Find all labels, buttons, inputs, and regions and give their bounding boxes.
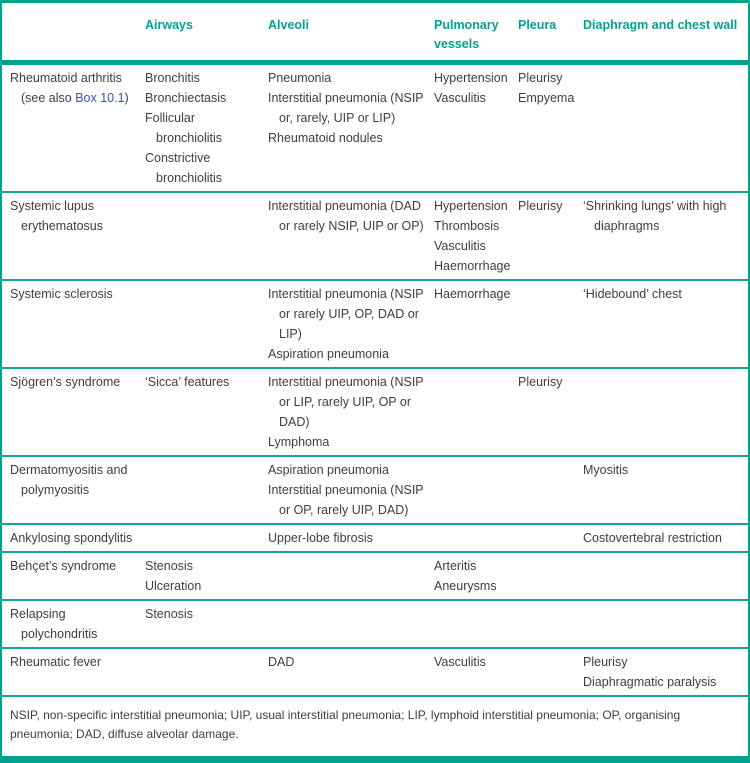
- cell-item: Follicular bronchiolitis: [145, 111, 223, 145]
- cell-item: Myositis: [583, 463, 629, 477]
- disease-name-text: Rheumatoid arthritis (see also: [10, 71, 122, 105]
- column-header-alveoli: Alveoli: [268, 18, 309, 32]
- disease-name: [10, 460, 137, 500]
- cell-item: Ulceration: [145, 579, 202, 593]
- disease-name-suffix: ): [124, 91, 129, 105]
- cell-item: Rheumatoid nodules: [268, 131, 383, 145]
- pulmonary-vessels-cell: [434, 284, 518, 364]
- cell-item: Aneurysms: [434, 579, 497, 593]
- pulmonary-vessels-cell: [434, 652, 518, 692]
- pleura-cell: [518, 68, 583, 188]
- cell-item: Aspiration pneumonia: [268, 347, 389, 361]
- alveoli-cell: [268, 68, 434, 188]
- disease-name: [10, 528, 137, 548]
- cell-item: Empyema: [518, 91, 575, 105]
- pleura-cell: [518, 604, 583, 644]
- pulmonary-vessels-cell: [434, 372, 518, 452]
- cell-item: Bronchiectasis: [145, 91, 227, 105]
- alveoli-cell: [268, 652, 434, 692]
- pulmonary-vessels-cell: [434, 604, 518, 644]
- disease-name-cell: [10, 68, 145, 188]
- airways-cell: [145, 528, 268, 548]
- cell-item: Pleurisy: [518, 71, 563, 85]
- column-header-diaphragm: Diaphragm and chest wall: [583, 18, 738, 32]
- airways-cell: [145, 372, 268, 452]
- cell-item: Interstitial pneumonia (NSIP or OP, rarely UIP, DAD): [268, 483, 424, 517]
- cell-item: Vasculitis: [434, 239, 486, 253]
- pleura-cell: [518, 528, 583, 548]
- cell-item: Interstitial pneumonia (NSIP or LIP, rarely UIP, OP or DAD): [268, 375, 424, 429]
- disease-name-cell: [10, 556, 145, 596]
- box-10-1-link[interactable]: Box 10.1: [75, 91, 125, 105]
- table-footnote: NSIP, non-specific interstitial pneumonia; UIP, usual interstitial pneumonia; LIP, lymphoid interstitial pneumonia; OP, organising pneumonia; DAD, diffuse alveolar damage.: [2, 695, 748, 756]
- disease-name-cell: [10, 528, 145, 548]
- disease-name-text: Systemic lupus erythematosus: [10, 199, 103, 233]
- disease-name: [10, 604, 137, 644]
- airways-cell: [145, 284, 268, 364]
- diaphragm-cell: [583, 196, 744, 276]
- pleura-cell: [518, 652, 583, 692]
- alveoli-cell: [268, 196, 434, 276]
- cell-item: Arteritis: [434, 559, 477, 573]
- table-row: [2, 599, 748, 647]
- disease-name-cell: [10, 460, 145, 520]
- diaphragm-cell: [583, 68, 744, 188]
- cell-item: ‘Hidebound’ chest: [583, 287, 682, 301]
- cell-item: Costovertebral restriction: [583, 531, 722, 545]
- cell-item: Vasculitis: [434, 91, 486, 105]
- cell-item: Thrombosis: [434, 219, 500, 233]
- cell-item: Upper-lobe fibrosis: [268, 531, 373, 545]
- table-body: [2, 65, 748, 695]
- cell-item: Interstitial pneumonia (NSIP or, rarely, UIP or LIP): [268, 91, 424, 125]
- alveoli-cell: [268, 528, 434, 548]
- cell-item: Pneumonia: [268, 71, 332, 85]
- disease-name-text: Rheumatic fever: [10, 655, 102, 669]
- disease-name-text: Behçet’s syndrome: [10, 559, 117, 573]
- table-row: [2, 191, 748, 279]
- diaphragm-cell: [583, 556, 744, 596]
- cell-item: Pleurisy: [583, 655, 628, 669]
- column-header-airways: Airways: [145, 18, 193, 32]
- cell-item: Hypertension: [434, 71, 508, 85]
- disease-name-cell: [10, 372, 145, 452]
- cell-item: ‘Shrinking lungs’ with high diaphragms: [583, 199, 727, 233]
- airways-cell: [145, 68, 268, 188]
- table-row: [2, 647, 748, 695]
- cell-item: Lymphoma: [268, 435, 330, 449]
- cell-item: Aspiration pneumonia: [268, 463, 389, 477]
- disease-name-text: Dermatomyositis and polymyositis: [10, 463, 128, 497]
- cell-item: DAD: [268, 655, 295, 669]
- pulmonary-vessels-cell: [434, 68, 518, 188]
- disease-name-cell: [10, 196, 145, 276]
- cell-item: Stenosis: [145, 559, 193, 573]
- alveoli-cell: [268, 372, 434, 452]
- cell-item: Interstitial pneumonia (DAD or rarely NSIP, UIP or OP): [268, 199, 424, 233]
- diaphragm-cell: [583, 652, 744, 692]
- table-row: [2, 455, 748, 523]
- alveoli-cell: [268, 284, 434, 364]
- airways-cell: [145, 556, 268, 596]
- column-header-pleura: Pleura: [518, 18, 557, 32]
- pulmonary-vessels-cell: [434, 196, 518, 276]
- disease-name: [10, 372, 137, 392]
- airways-cell: [145, 196, 268, 276]
- column-header-empty: [10, 16, 145, 54]
- airways-cell: [145, 460, 268, 520]
- cell-item: Pleurisy: [518, 199, 563, 213]
- disease-name-text: Relapsing polychondritis: [10, 607, 98, 641]
- disease-name: [10, 652, 137, 672]
- cell-item: ‘Sicca’ features: [145, 375, 230, 389]
- diaphragm-cell: [583, 284, 744, 364]
- pulmonary-vessels-cell: [434, 460, 518, 520]
- diaphragm-cell: [583, 604, 744, 644]
- diaphragm-cell: [583, 372, 744, 452]
- pleura-cell: [518, 372, 583, 452]
- alveoli-cell: [268, 556, 434, 596]
- table-row: [2, 551, 748, 599]
- diaphragm-cell: [583, 460, 744, 520]
- cell-item: Vasculitis: [434, 655, 486, 669]
- table-header-row: [2, 3, 748, 65]
- airways-cell: [145, 604, 268, 644]
- pleura-cell: [518, 460, 583, 520]
- cell-item: Hypertension: [434, 199, 508, 213]
- cell-item: Interstitial pneumonia (NSIP or rarely UIP, OP, DAD or LIP): [268, 287, 424, 341]
- disease-name-cell: [10, 604, 145, 644]
- cell-item: Bronchitis: [145, 71, 200, 85]
- disease-name-text: Sjögren’s syndrome: [10, 375, 121, 389]
- disease-name: [10, 196, 137, 236]
- cell-item: Stenosis: [145, 607, 193, 621]
- disease-name-text: Ankylosing spondylitis: [10, 531, 133, 545]
- cell-item: Constrictive bronchiolitis: [145, 151, 223, 185]
- alveoli-cell: [268, 460, 434, 520]
- cell-item: Haemorrhage: [434, 259, 511, 273]
- pulmonary-vessels-cell: [434, 556, 518, 596]
- pleura-cell: [518, 196, 583, 276]
- table-row: [2, 279, 748, 367]
- disease-name-text: Systemic sclerosis: [10, 287, 113, 301]
- pulmonary-vessels-cell: [434, 528, 518, 548]
- pleura-cell: [518, 556, 583, 596]
- cell-item: Haemorrhage: [434, 287, 511, 301]
- pleura-cell: [518, 284, 583, 364]
- disease-name: [10, 284, 137, 304]
- disease-name: [10, 68, 137, 108]
- cell-item: Pleurisy: [518, 375, 563, 389]
- column-header-pulmonary-vessels: Pulmonary vessels: [434, 18, 499, 51]
- alveoli-cell: [268, 604, 434, 644]
- cell-item: Diaphragmatic paralysis: [583, 675, 717, 689]
- disease-name: [10, 556, 137, 576]
- table-row: [2, 65, 748, 191]
- airways-cell: [145, 652, 268, 692]
- disease-name-cell: [10, 652, 145, 692]
- table-row: [2, 367, 748, 455]
- diaphragm-cell: [583, 528, 744, 548]
- disease-name-cell: [10, 284, 145, 364]
- table-row: [2, 523, 748, 551]
